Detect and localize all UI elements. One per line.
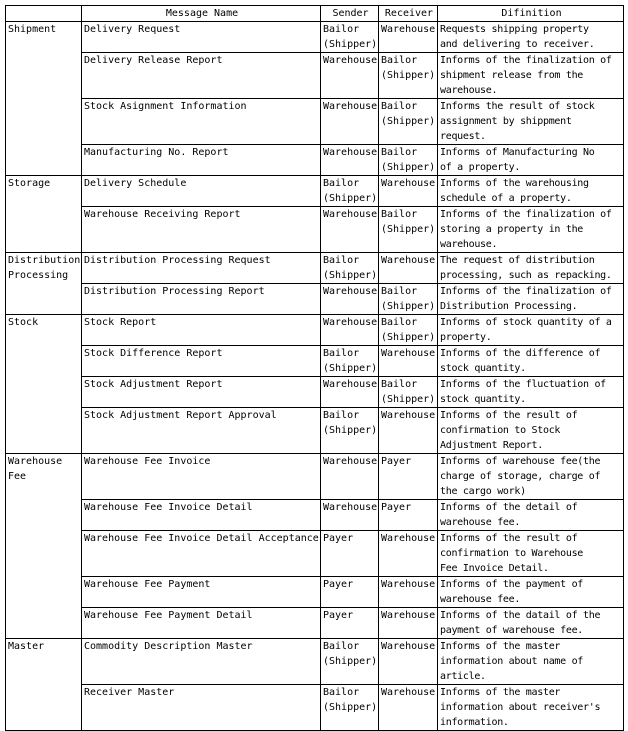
sender-cell: Bailor (Shipper) [321,408,379,454]
table-row [6,207,624,253]
category-cell: Shipment [6,22,82,176]
message-name-cell: Warehouse Fee Payment Detail [82,608,321,639]
message-name-cell: Stock Asignment Information [82,99,321,145]
receiver-cell: Warehouse [379,346,438,377]
definition-cell: Informs of the payment of warehouse fee. [438,577,624,608]
table-row [6,685,624,731]
table-body [6,22,624,731]
receiver-cell: Bailor (Shipper) [379,99,438,145]
definition-cell: Informs of warehouse fee(the charge of storage, charge of the cargo work) [438,454,624,500]
definition-cell: Informs of the master information about receiver's information. [438,685,624,731]
table-row [6,284,624,315]
table-row [6,315,624,346]
table-row [6,377,624,408]
header-receiver: Receiver [379,6,438,22]
receiver-cell: Bailor (Shipper) [379,53,438,99]
message-name-cell: Stock Report [82,315,321,346]
sender-cell: Warehouse [321,284,379,315]
header-message-name: Message Name [82,6,321,22]
message-name-cell: Stock Adjustment Report [82,377,321,408]
sender-cell: Warehouse [321,99,379,145]
sender-cell: Bailor (Shipper) [321,22,379,53]
receiver-cell: Bailor (Shipper) [379,207,438,253]
header-row [6,6,624,22]
definition-cell: Informs of the detail of warehouse fee. [438,500,624,531]
sender-cell: Bailor (Shipper) [321,346,379,377]
category-cell: Master [6,639,82,731]
message-name-cell: Commodity Description Master [82,639,321,685]
definition-cell: Informs of the warehousing schedule of a property. [438,176,624,207]
message-name-cell: Distribution Processing Request [82,253,321,284]
header-sender: Sender [321,6,379,22]
message-name-cell: Warehouse Fee Invoice [82,454,321,500]
receiver-cell: Warehouse [379,22,438,53]
definition-cell: Informs of stock quantity of a property. [438,315,624,346]
receiver-cell: Bailor (Shipper) [379,145,438,176]
receiver-cell: Bailor (Shipper) [379,315,438,346]
message-name-cell: Delivery Schedule [82,176,321,207]
sender-cell: Warehouse [321,315,379,346]
table-row [6,53,624,99]
receiver-cell: Warehouse [379,531,438,577]
table-row [6,253,624,284]
sender-cell: Warehouse [321,207,379,253]
table-row [6,531,624,577]
sender-cell: Warehouse [321,500,379,531]
sender-cell: Payer [321,531,379,577]
table-row [6,454,624,500]
sender-cell: Warehouse [321,53,379,99]
category-cell: Warehouse Fee [6,454,82,639]
receiver-cell: Bailor (Shipper) [379,377,438,408]
definition-cell: Informs the result of stock assignment by shippment request. [438,99,624,145]
message-name-cell: Warehouse Fee Invoice Detail Acceptance [82,531,321,577]
receiver-cell: Warehouse [379,577,438,608]
message-definition-table [5,5,624,731]
header-category [6,6,82,22]
table-row [6,176,624,207]
sender-cell: Warehouse [321,145,379,176]
receiver-cell: Payer [379,500,438,531]
definition-cell: Informs of the finalization of storing a property in the warehouse. [438,207,624,253]
category-cell: Storage [6,176,82,253]
receiver-cell: Warehouse [379,608,438,639]
receiver-cell: Warehouse [379,685,438,731]
table-row [6,99,624,145]
sender-cell: Warehouse [321,454,379,500]
message-name-cell: Receiver Master [82,685,321,731]
table-row [6,639,624,685]
definition-cell: Informs of the result of confirmation to Warehouse Fee Invoice Detail. [438,531,624,577]
message-name-cell: Manufacturing No. Report [82,145,321,176]
category-cell: Distribution Processing [6,253,82,315]
definition-cell: Informs of the difference of stock quantity. [438,346,624,377]
sender-cell: Payer [321,577,379,608]
sender-cell: Payer [321,608,379,639]
table-row [6,145,624,176]
header-definition: Difinition [438,6,624,22]
definition-cell: Informs of the fluctuation of stock quantity. [438,377,624,408]
definition-cell: Requests shipping property and delivering to receiver. [438,22,624,53]
message-name-cell: Delivery Release Report [82,53,321,99]
table-row [6,408,624,454]
receiver-cell: Warehouse [379,176,438,207]
definition-cell: Informs of the result of confirmation to Stock Adjustment Report. [438,408,624,454]
definition-cell: Informs of the master information about name of article. [438,639,624,685]
receiver-cell: Warehouse [379,639,438,685]
receiver-cell: Warehouse [379,408,438,454]
definition-cell: Informs of Manufacturing No of a property. [438,145,624,176]
sender-cell: Bailor (Shipper) [321,253,379,284]
message-name-cell: Warehouse Fee Invoice Detail [82,500,321,531]
table-row [6,346,624,377]
message-name-cell: Warehouse Receiving Report [82,207,321,253]
sender-cell: Warehouse [321,377,379,408]
definition-cell: The request of distribution processing, such as repacking. [438,253,624,284]
table-row [6,500,624,531]
table-row [6,577,624,608]
receiver-cell: Bailor (Shipper) [379,284,438,315]
message-name-cell: Stock Difference Report [82,346,321,377]
message-name-cell: Distribution Processing Report [82,284,321,315]
definition-cell: Informs of the finalization of shipment release from the warehouse. [438,53,624,99]
sender-cell: Bailor (Shipper) [321,176,379,207]
definition-cell: Informs of the datail of the payment of warehouse fee. [438,608,624,639]
table-row [6,22,624,53]
sender-cell: Bailor (Shipper) [321,639,379,685]
message-name-cell: Warehouse Fee Payment [82,577,321,608]
sender-cell: Bailor (Shipper) [321,685,379,731]
receiver-cell: Payer [379,454,438,500]
definition-cell: Informs of the finalization of Distribution Processing. [438,284,624,315]
message-name-cell: Stock Adjustment Report Approval [82,408,321,454]
category-cell: Stock [6,315,82,454]
table-row [6,608,624,639]
message-name-cell: Delivery Request [82,22,321,53]
receiver-cell: Warehouse [379,253,438,284]
